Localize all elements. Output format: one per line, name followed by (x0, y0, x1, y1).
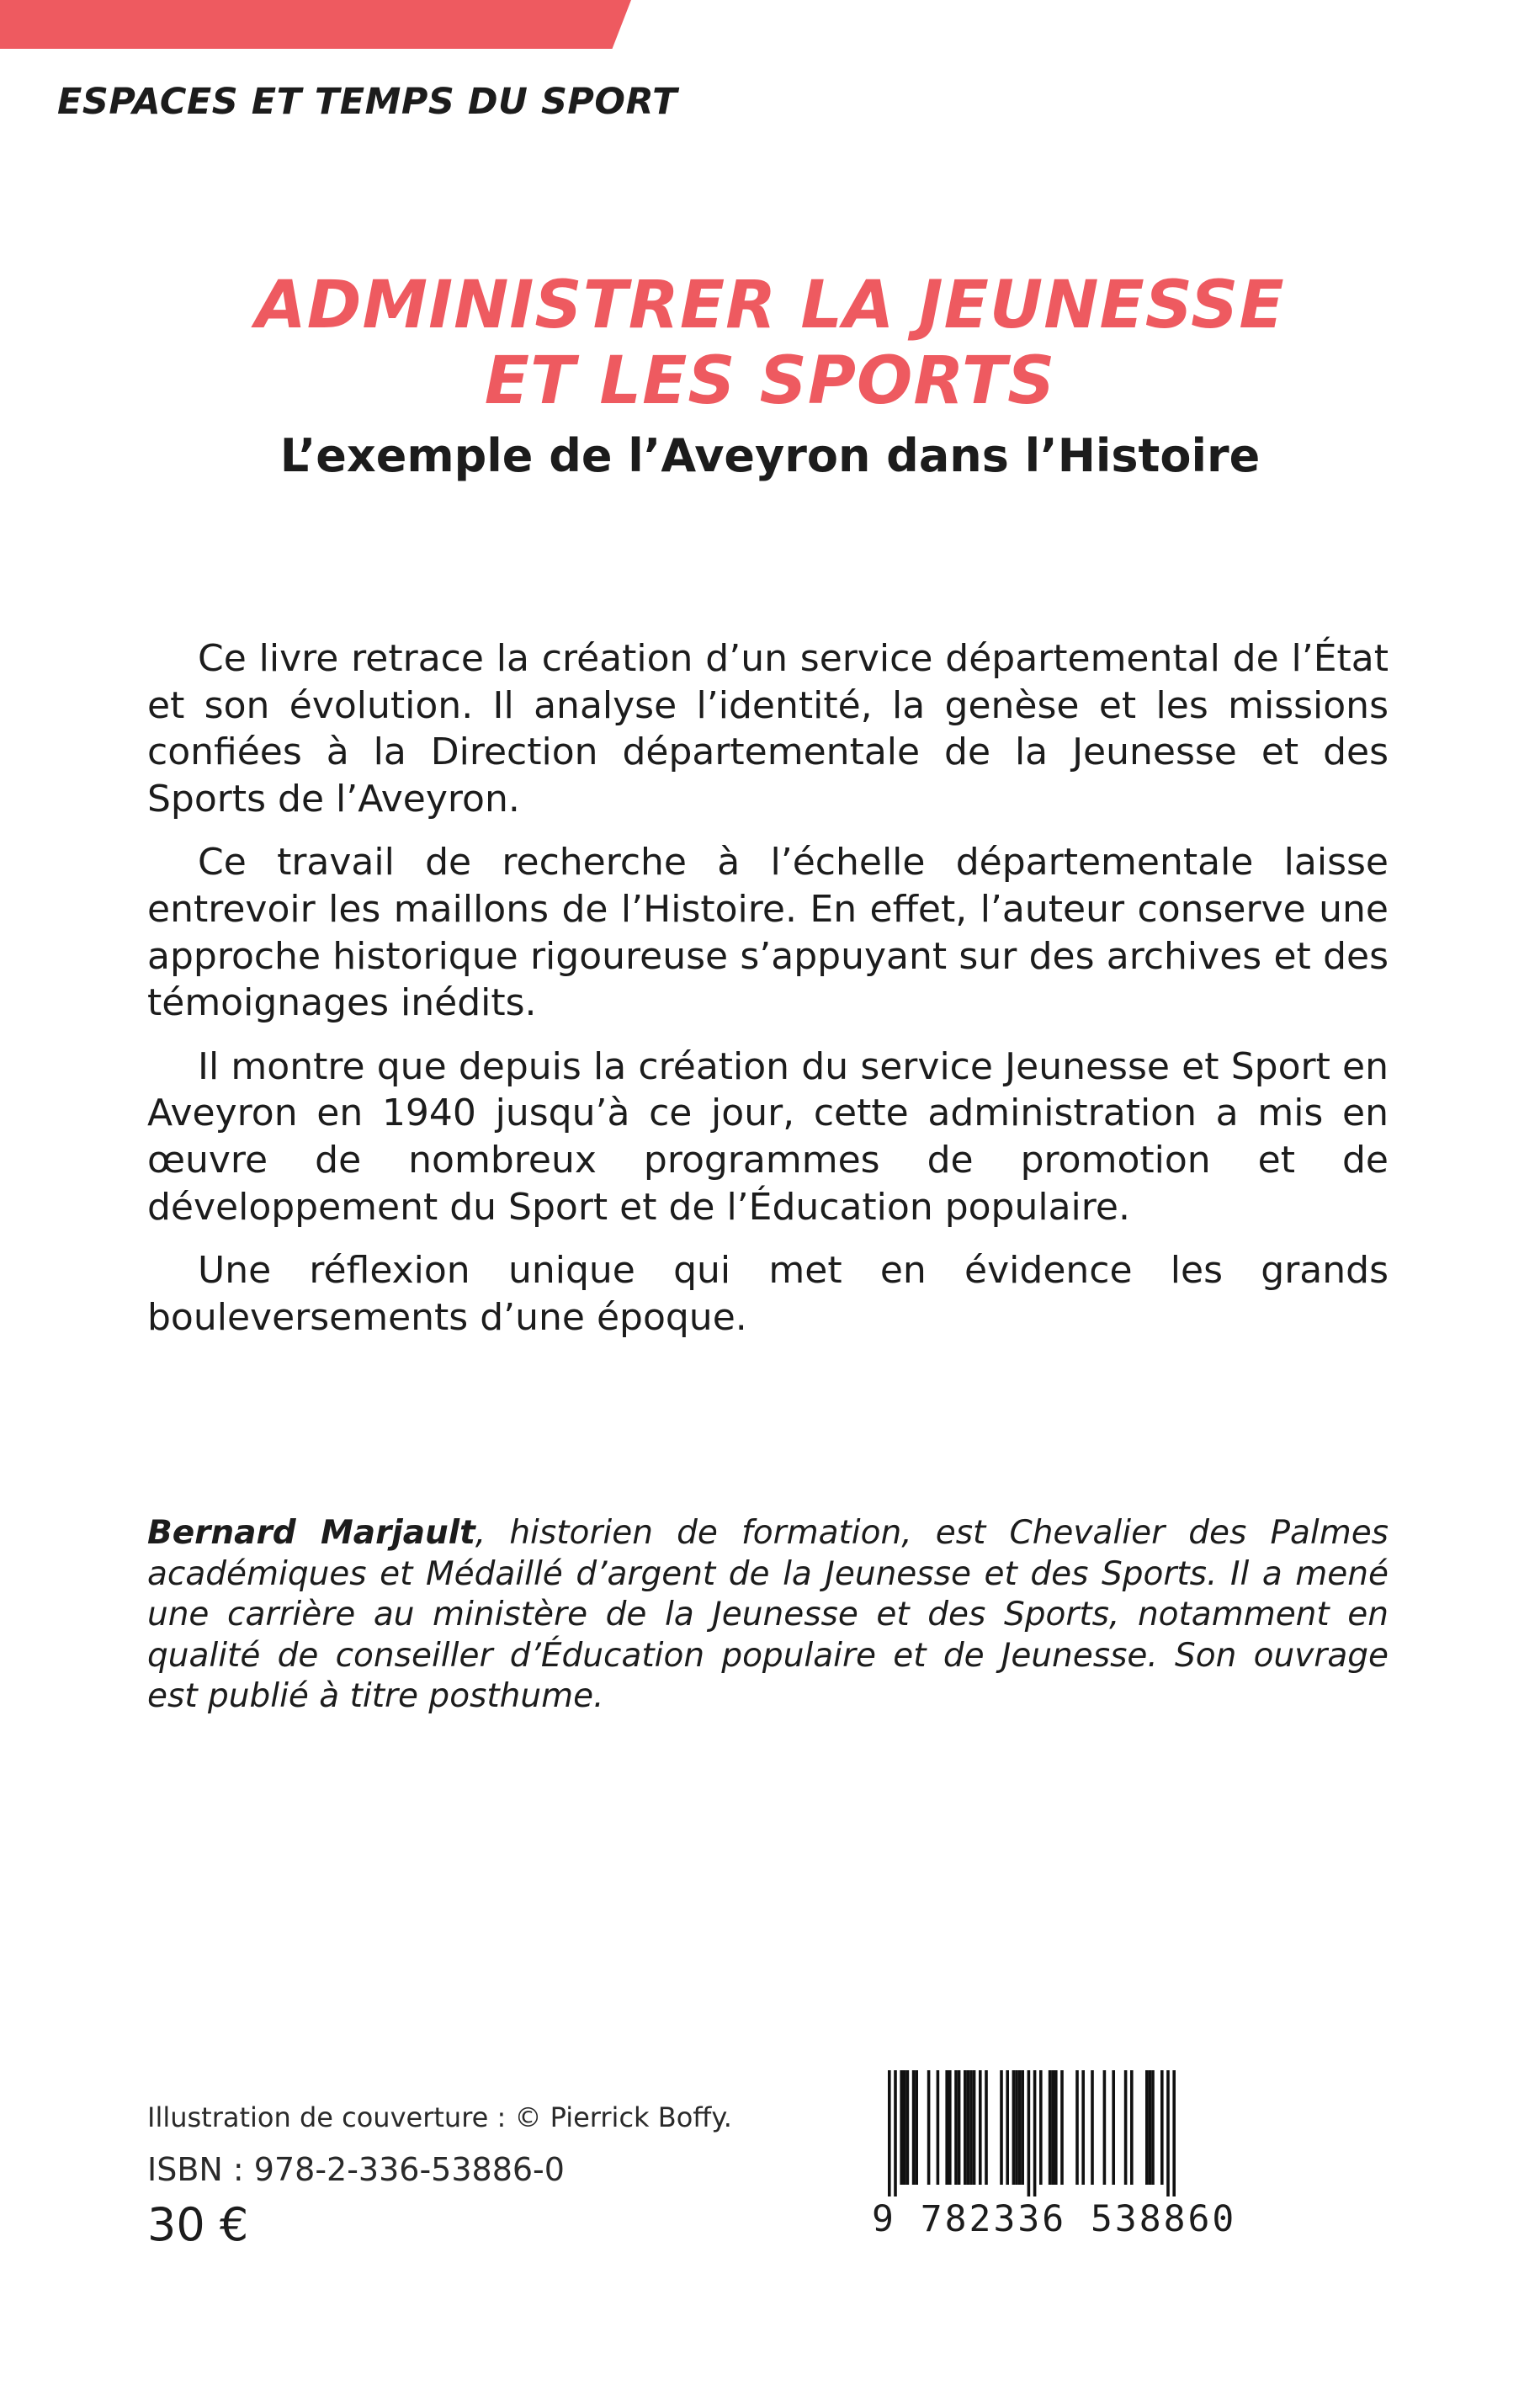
book-title-line-2: ET LES SPORTS (484, 343, 1056, 419)
barcode-bar (1172, 2070, 1176, 2196)
cover-illustration-credit: Illustration de couverture : © Pierrick Boffy. (147, 2101, 732, 2133)
barcode-bar (1033, 2070, 1037, 2196)
barcode-bar (1018, 2070, 1022, 2185)
barcode-bar (937, 2070, 940, 2185)
barcode-bars (880, 2070, 1183, 2196)
barcode-bar (985, 2070, 988, 2185)
barcode-bar (1145, 2070, 1149, 2185)
blurb-paragraph-3: Il montre que depuis la création du service Jeunesse et Sport en Aveyron en 1940 jusqu’à ce jour, cette administration a mis en œuvre de nombreux programmes de promotion et de développement du Sport et de l’Éducation populaire. (147, 1044, 1389, 1229)
blurb-paragraph-4: Une réflexion unique qui met en évidence les grands bouleversements d’une époque. (147, 1249, 1389, 1339)
barcode-bar (1028, 2070, 1031, 2196)
barcode-bar (1012, 2070, 1016, 2185)
author-bio-text: , historien de formation, est Chevalier des Palmes académiques et Médaillé d’argent de la Jeunesse et des Sports. Il a mené une carrière au ministère de la Jeunesse et des Sports, notamment en qualité de conseiller d’Éducation populaire et de Jeunesse. Son ouvrage est publié à titre posthume. (147, 1514, 1389, 1715)
barcode-bar (1130, 2070, 1134, 2185)
book-subtitle: L’exemple de l’Aveyron dans l’Histoire (279, 429, 1261, 482)
author-name: Bernard Marjault (147, 1514, 475, 1552)
barcode-bar (1039, 2070, 1043, 2185)
barcode-bar (906, 2070, 910, 2185)
barcode-bar (1021, 2070, 1024, 2185)
blurb-paragraph-1: Ce livre retrace la création d’un service départemental de l’État et son évolution. Il analyse l’identité, la genèse et les missions confiées à la Direction départementale de la Jeunesse et des Sports de l’Aveyron. (147, 637, 1389, 821)
barcode-bar (1151, 2070, 1155, 2185)
barcode-bar (1054, 2070, 1058, 2185)
barcode-bar (888, 2070, 891, 2196)
book-title-line-1: ADMINISTRER LA JEUNESSE (255, 268, 1285, 343)
barcode-bar (1160, 2070, 1164, 2185)
barcode-bar (948, 2070, 952, 2185)
barcode-bar (1124, 2070, 1128, 2185)
barcode-bar (1060, 2070, 1064, 2185)
barcode-bar (1000, 2070, 1003, 2185)
author-bio (147, 1513, 1389, 1718)
top-accent-band (0, 0, 631, 49)
barcode-bar (979, 2070, 982, 2185)
barcode-bar (964, 2070, 967, 2185)
price: 30 € (147, 2198, 249, 2251)
barcode-bar (967, 2070, 970, 2185)
barcode-bar (945, 2070, 948, 2185)
barcode-bar (1006, 2070, 1009, 2185)
series-title: ESPACES ET TEMPS DU SPORT (57, 81, 677, 123)
barcode-digits: 9 782336 538860 (872, 2198, 1237, 2240)
barcode-bar (954, 2070, 958, 2185)
blurb (147, 635, 1389, 1357)
blurb-paragraph-2: Ce travail de recherche à l’échelle départementale laisse entrevoir les maillons de l’Histoire. En effet, l’auteur conserve une approche historique rigoureuse s’appuyant sur des archives et des témoignages inédits. (147, 841, 1389, 1025)
barcode-bar (912, 2070, 916, 2185)
barcode-bar (927, 2070, 931, 2185)
barcode-bar (958, 2070, 961, 2185)
barcode-bar (1081, 2070, 1085, 2185)
barcode-bar (1049, 2070, 1052, 2185)
barcode-bar (1149, 2070, 1152, 2185)
barcode-bar (1112, 2070, 1115, 2185)
barcode-bar (1051, 2070, 1054, 2185)
isbn: ISBN : 978-2-336-53886-0 (147, 2151, 565, 2188)
barcode-bar (1075, 2070, 1079, 2185)
barcode-bar (900, 2070, 903, 2185)
barcode-bar (969, 2070, 973, 2185)
barcode-bar (903, 2070, 906, 2185)
barcode-bar (1091, 2070, 1094, 2185)
barcode-bar (915, 2070, 918, 2185)
barcode-bar (973, 2070, 976, 2185)
barcode (872, 2070, 1237, 2247)
barcode-bar (1103, 2070, 1107, 2185)
barcode-bar (1015, 2070, 1018, 2185)
barcode-bar (894, 2070, 897, 2196)
barcode-bar (1166, 2070, 1170, 2196)
